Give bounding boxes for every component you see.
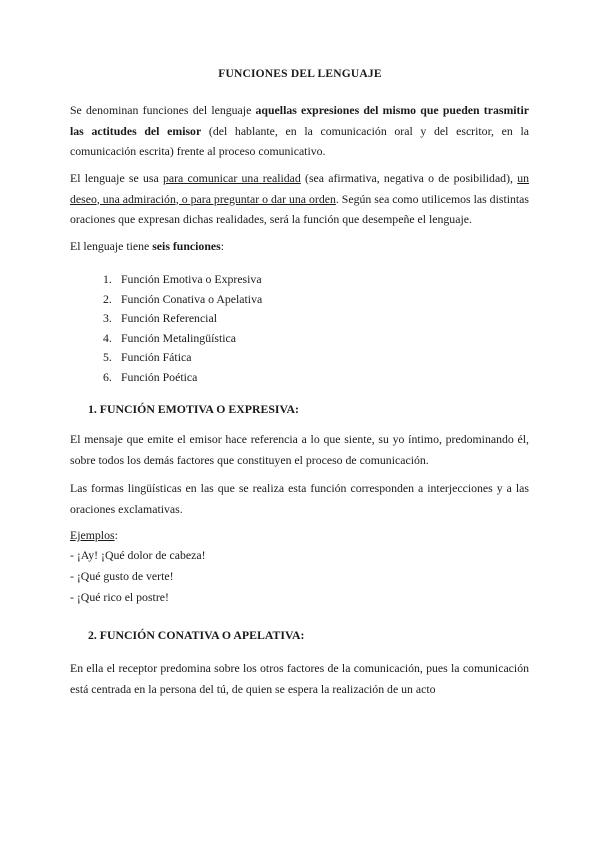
example-item: - ¡Qué gusto de verte! — [70, 569, 174, 583]
functions-intro — [70, 236, 529, 257]
example-item: - ¡Qué rico el postre! — [70, 590, 169, 604]
list-item-label: Función Referencial — [121, 311, 217, 326]
section2-heading: 2. FUNCIÓN CONATIVA O APELATIVA: — [88, 628, 305, 642]
list-item — [103, 309, 262, 329]
examples-label — [70, 528, 118, 543]
list-item-number: 1. — [103, 272, 112, 286]
document-title: FUNCIONES DEL LENGUAJE — [218, 68, 382, 80]
examples-label-text: Ejemplos — [70, 528, 115, 542]
section1-paragraph-2: Las formas lingüísticas en las que se realiza esta función corresponden a interjecciones y a las oraciones exclamativas. — [70, 481, 529, 516]
list-item-number: 2. — [103, 291, 112, 306]
section2-paragraph-1: En ella el receptor predomina sobre los otros factores de la comunicación, pues la comunicación está centrada en la persona del tú, de quien se espera la realización de un acto — [70, 661, 529, 696]
list-item — [103, 348, 262, 368]
usage-text-a: El lenguaje se usa — [70, 171, 163, 185]
usage-underlined-realidad: para comunicar una realidad — [162, 171, 301, 185]
usage-paragraph — [70, 168, 529, 230]
examples-label-colon: : — [114, 528, 118, 542]
list-item-label: Función Poética — [121, 369, 198, 384]
functions-intro-a: El lenguaje tiene — [70, 239, 153, 253]
intro-paragraph — [70, 100, 529, 162]
intro-text-a: Se denominan funciones del lenguaje — [70, 103, 256, 117]
intro-text-bold: aquellas expresiones del mismo que pueden trasmitir las actitudes del emisor — [70, 103, 529, 138]
usage-text-c: (sea afirmativa, negativa o de posibilidad), — [300, 171, 518, 185]
usage-text-e: . Según sea como utilicemos las distintas oraciones que expresan dichas realidades, será la función que desempeñe el lenguaje. — [70, 191, 530, 226]
list-item — [103, 368, 262, 388]
list-item-number: 5. — [103, 350, 112, 365]
section1-paragraph-1: El mensaje que emite el emisor hace referencia a lo que siente, su yo íntimo, predominando él, sobre todos los demás factores que constituyen el proceso de comunicación. — [70, 432, 529, 467]
functions-intro-colon: : — [220, 239, 224, 253]
list-item-label: Función Emotiva o Expresiva — [121, 272, 262, 286]
list-item-number: 6. — [103, 369, 112, 384]
list-item-label: Función Metalingüística — [121, 330, 237, 345]
functions-list — [103, 270, 262, 388]
list-item-label: Función Conativa o Apelativa — [121, 291, 263, 306]
list-item — [103, 290, 262, 310]
section1-heading: 1. FUNCIÓN EMOTIVA O EXPRESIVA: — [88, 402, 299, 416]
list-item-number: 4. — [103, 330, 112, 345]
list-item-number: 3. — [103, 311, 112, 326]
list-item — [103, 270, 262, 290]
list-item — [103, 329, 262, 349]
intro-text-c: (del hablante, en la comunicación oral y del escritor, en la comunicación escrita) frente al proceso comunicativo. — [70, 123, 529, 158]
functions-intro-bold: seis funciones — [152, 239, 221, 253]
list-item-label: Función Fática — [121, 350, 192, 365]
example-item: - ¡Ay! ¡Qué dolor de cabeza! — [70, 548, 206, 562]
usage-underlined-deseo: un deseo, una admiración, o para preguntar o dar una orden — [70, 171, 529, 206]
